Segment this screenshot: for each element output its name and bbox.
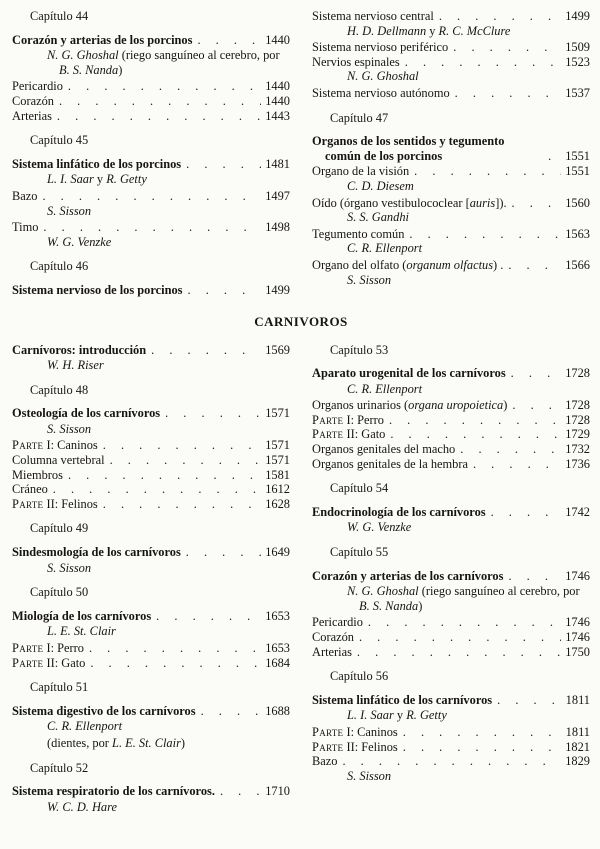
entry-text: Columna vertebral: [12, 453, 105, 468]
entry-text: Nervios espinales: [312, 54, 400, 69]
toc-column-top-left: [12, 9, 290, 299]
entry-text: Parte II: Felinos: [312, 739, 398, 754]
toc-column-bottom-right: [312, 343, 590, 786]
entry-text: S. Sisson: [47, 203, 92, 218]
toc-entry-main: [12, 283, 290, 298]
entry-text: Organo del olfato (organum olfactus) .: [312, 257, 504, 272]
entry-text: Sindesmología de los carnívoros: [12, 545, 181, 560]
entry-text: Capítulo 54: [330, 481, 389, 496]
toc-entry-sub: [312, 457, 590, 472]
page-number: 1653: [265, 608, 290, 623]
page-number: 1688: [265, 703, 290, 718]
leader-dots: [508, 569, 561, 584]
toc-entry-author: [312, 210, 590, 225]
leader-dots: [103, 438, 261, 453]
leader-dots: [359, 630, 561, 645]
page-number: 1710: [265, 784, 290, 799]
page-number: 1729: [565, 427, 590, 442]
toc-column-top-right: [312, 9, 590, 289]
toc-entry-author: [12, 204, 290, 219]
page-number: 1440: [265, 79, 290, 94]
toc-entry-chapter: [12, 521, 290, 536]
entry-text: Sistema digestivo de los carnívoros: [12, 703, 196, 718]
entry-text: Capítulo 44: [30, 9, 89, 23]
leader-dots: [453, 40, 561, 55]
toc-entry-part: [312, 413, 590, 428]
entry-text: Sistema nervioso de los porcinos: [12, 282, 183, 297]
toc-entry-author: [12, 719, 290, 734]
entry-text: Capítulo 52: [30, 760, 89, 775]
page-number: 1612: [265, 482, 290, 497]
page-number: 1821: [565, 739, 590, 754]
leader-dots: [390, 427, 561, 442]
entry-text: C. R. Ellenport: [347, 381, 423, 396]
toc-entry-author: [12, 172, 290, 187]
toc-entry-author: [12, 800, 290, 815]
toc-entry-author: [12, 358, 290, 373]
toc-entry-sub: [312, 55, 590, 70]
toc-entry-sub: [312, 227, 590, 242]
toc-entry-main: [12, 609, 290, 624]
leader-dots: [439, 9, 561, 24]
page-number: 1684: [265, 655, 290, 670]
leader-dots: [110, 453, 262, 468]
entry-text: Capítulo 56: [330, 669, 389, 684]
toc-entry-chapter: [12, 761, 290, 776]
page-number: 1569: [265, 342, 290, 357]
toc-entry-chapter: [12, 585, 290, 600]
leader-dots: [512, 398, 561, 413]
toc-entry-part: [312, 725, 590, 740]
entry-text: Capítulo 48: [30, 382, 89, 397]
toc-entry-chapter: [12, 259, 290, 274]
leader-dots: [220, 784, 261, 799]
toc-entry-chapter: [12, 680, 290, 695]
toc-entry-author: [12, 624, 290, 639]
page-number: 1732: [565, 442, 590, 457]
toc-entry-author: [12, 736, 290, 751]
page-number: 1728: [565, 412, 590, 427]
toc-entry-chapter: [312, 111, 590, 126]
toc-entry-author: [12, 422, 290, 437]
page-number: 1509: [565, 40, 590, 55]
leader-dots: [460, 442, 561, 457]
toc-entry-chapter: [12, 383, 290, 398]
leader-dots: [43, 220, 261, 235]
leader-dots: [403, 725, 562, 740]
toc-entry-chapter: [312, 343, 590, 358]
page-number: 1563: [565, 226, 590, 241]
page-number: 1499: [265, 282, 290, 297]
entry-text: Tegumento común: [312, 226, 405, 241]
toc-entry-main: [12, 406, 290, 421]
toc-entry-sub: [312, 754, 590, 769]
toc-entry-author: [312, 520, 590, 535]
page-number: 1571: [265, 453, 290, 468]
leader-dots: [186, 157, 261, 172]
toc-entry-chapter: [312, 481, 590, 496]
entry-text: Sistema nervioso periférico: [312, 40, 449, 55]
entry-text: S. S. Gandhi: [347, 210, 409, 225]
toc-entry-main: [12, 545, 290, 560]
leader-dots: [197, 33, 261, 48]
page-number: 1746: [565, 568, 590, 583]
toc-entry-main: [312, 134, 590, 163]
leader-dots: [59, 94, 261, 109]
toc-column-bottom-left: [12, 343, 290, 817]
entry-text: Parte I: Perro: [312, 412, 384, 427]
entry-text: Carnívoros: introducción: [12, 342, 147, 357]
entry-text: Corazón: [312, 630, 354, 644]
entry-text: Organos urinarios (organa uropoietica): [312, 398, 508, 413]
entry-text: Parte II: Gato: [12, 655, 86, 670]
toc-entry-sub: [12, 94, 290, 109]
entry-text: Oído (órgano vestibulococlear [auris]).: [312, 195, 507, 210]
page-number: 1551: [565, 148, 590, 163]
leader-dots: [512, 196, 562, 211]
toc-entry-part: [12, 438, 290, 453]
leader-dots: [473, 457, 561, 472]
leader-dots: [368, 615, 561, 630]
entry-text: Parte II: Gato: [312, 427, 386, 442]
entry-text: Organos de los sentidos y tegumento común de los porcinos: [312, 134, 505, 163]
page-number: 1746: [565, 630, 590, 644]
toc-entry-sub: [12, 482, 290, 497]
page-number: 1728: [565, 398, 590, 413]
entry-text: W. H. Riser: [47, 358, 104, 373]
leader-dots: [68, 79, 261, 94]
leader-dots: [409, 227, 561, 242]
toc-entry-author: [312, 273, 590, 288]
leader-dots: [511, 366, 562, 381]
toc-entry-part: [312, 740, 590, 755]
page-number: 1742: [565, 504, 590, 519]
page-number: 1497: [265, 188, 290, 203]
toc-entry-chapter: [312, 669, 590, 684]
entry-text: Corazón y arterias de los carnívoros: [312, 568, 504, 583]
toc-entry-main: [312, 693, 590, 708]
entry-text: Pericardio: [312, 615, 363, 630]
toc-entry-author: [312, 584, 590, 613]
entry-text: N. G. Ghoshal: [347, 69, 419, 84]
leader-dots: [201, 704, 262, 719]
toc-entry-author: [312, 382, 590, 397]
toc-entry-sub: [312, 164, 590, 179]
entry-text: Capítulo 46: [30, 259, 89, 274]
page-number: 1499: [565, 9, 590, 23]
entry-text: L. I. Saar y R. Getty: [47, 172, 147, 187]
page-number: 1537: [565, 85, 590, 100]
toc-entry-sub: [312, 9, 590, 24]
entry-text: Corazón y arterias de los porcinos: [12, 32, 193, 47]
entry-text: Organos genitales de la hembra: [312, 456, 468, 471]
toc-entry-main: [312, 569, 590, 584]
toc-entry-sub: [12, 109, 290, 124]
page-number: 1829: [565, 754, 590, 769]
page-number: 1736: [565, 456, 590, 471]
toc-entry-main: [12, 704, 290, 719]
page-number: 1523: [565, 54, 590, 69]
page-number: 1498: [265, 220, 290, 235]
leader-dots: [389, 413, 561, 428]
toc-entry-author: [312, 708, 590, 723]
toc-entry-author: [312, 24, 590, 39]
toc-bottom-section: [12, 343, 590, 817]
page-number: 1551: [565, 164, 590, 179]
toc-entry-author: [312, 241, 590, 256]
toc-entry-sub: [312, 40, 590, 55]
entry-text: W. G. Venzke: [47, 234, 112, 249]
entry-text: Parte I: Caninos: [312, 724, 398, 739]
page-number: 1571: [265, 406, 290, 421]
entry-text: Parte I: Caninos: [12, 438, 98, 453]
entry-text: N. G. Ghoshal (riego sanguíneo al cerebro, por B. S. Nanda): [47, 48, 280, 77]
toc-entry-sub: [312, 258, 590, 273]
entry-text: Capítulo 47: [330, 110, 389, 125]
toc-entry-sub: [12, 189, 290, 204]
toc-entry-part: [312, 427, 590, 442]
leader-dots: [156, 609, 261, 624]
toc-entry-sub: [312, 615, 590, 630]
entry-text: Miembros: [12, 467, 63, 482]
toc-entry-author: [312, 769, 590, 784]
leader-dots: [405, 55, 561, 70]
entry-text: Timo: [12, 220, 39, 235]
leader-dots: [491, 505, 562, 520]
leader-dots: [42, 189, 261, 204]
leader-dots: [188, 283, 262, 298]
toc-entry-main: [12, 33, 290, 48]
leader-dots: [508, 258, 561, 273]
entry-text: Endocrinología de los carnívoros: [312, 504, 486, 519]
page-number: 1649: [265, 545, 290, 560]
page-number: 1628: [265, 496, 290, 511]
toc-entry-author: [312, 69, 590, 84]
toc-entry-sub: [312, 630, 590, 645]
toc-entry-sub: [12, 468, 290, 483]
toc-entry-main: [12, 157, 290, 172]
leader-dots: [455, 86, 562, 101]
page-number: 1440: [265, 32, 290, 47]
toc-entry-author: [312, 179, 590, 194]
leader-dots: [548, 149, 561, 164]
toc-entry-sub: [312, 645, 590, 660]
entry-text: Cráneo: [12, 482, 48, 497]
entry-text: C. D. Diesem: [347, 178, 414, 193]
leader-dots: [103, 497, 261, 512]
page-number: 1560: [565, 195, 590, 210]
leader-dots: [403, 740, 561, 755]
entry-text: C. R. Ellenport: [347, 241, 423, 256]
entry-text: Sistema nervioso central: [312, 9, 434, 23]
entry-text: (dientes, por L. E. St. Clair): [47, 735, 186, 750]
entry-text: N. G. Ghoshal (riego sanguíneo al cerebro, por B. S. Nanda): [347, 584, 580, 613]
toc-entry-main: [12, 343, 290, 358]
leader-dots: [89, 641, 261, 656]
entry-text: Capítulo 49: [30, 521, 89, 536]
entry-text: S. Sisson: [47, 560, 92, 575]
entry-text: Corazón: [12, 93, 54, 108]
toc-entry-sub: [312, 196, 590, 211]
entry-text: Capítulo 50: [30, 585, 89, 600]
toc-entry-sub: [12, 453, 290, 468]
leader-dots: [186, 545, 261, 560]
entry-text: Pericardio: [12, 79, 63, 94]
entry-text: Bazo: [12, 188, 38, 203]
page-number: 1566: [565, 257, 590, 272]
page-number: 1811: [565, 692, 590, 707]
entry-text: Sistema linfático de los carnívoros: [312, 692, 493, 707]
entry-text: S. Sisson: [347, 768, 392, 783]
section-heading: CARNIVOROS: [254, 313, 348, 329]
entry-text: Arterias: [12, 108, 52, 123]
entry-text: Capítulo 53: [330, 342, 389, 357]
page-number: 1746: [565, 615, 590, 630]
entry-text: Parte II: Felinos: [12, 496, 98, 511]
leader-dots: [414, 164, 561, 179]
page-number: 1481: [265, 156, 290, 171]
entry-text: Osteología de los carnívoros: [12, 406, 161, 421]
toc-entry-main: [312, 366, 590, 381]
entry-text: Sistema respiratorio de los carnívoros.: [12, 784, 215, 799]
leader-dots: [151, 343, 261, 358]
toc-entry-sub: [12, 220, 290, 235]
toc-entry-sub: [12, 79, 290, 94]
entry-text: S. Sisson: [47, 421, 92, 436]
leader-dots: [342, 754, 561, 769]
entry-text: L. E. St. Clair: [47, 624, 116, 639]
toc-entry-author: [12, 561, 290, 576]
entry-text: W. C. D. Hare: [47, 799, 117, 814]
entry-text: W. G. Venzke: [347, 520, 412, 535]
toc-entry-chapter: [312, 545, 590, 560]
leader-dots: [57, 109, 261, 124]
entry-text: Capítulo 45: [30, 133, 89, 148]
leader-dots: [497, 693, 562, 708]
page-number: 1750: [565, 644, 590, 659]
toc-entry-sub: [312, 442, 590, 457]
entry-text: S. Sisson: [347, 272, 392, 287]
page-number: 1443: [265, 108, 290, 123]
entry-text: Organo de la visión: [312, 164, 410, 179]
entry-text: Sistema nervioso autónomo: [312, 85, 450, 100]
toc-entry-main: [312, 505, 590, 520]
entry-text: Organos genitales del macho: [312, 442, 456, 457]
toc-entry-part: [12, 497, 290, 512]
entry-text: Capítulo 51: [30, 680, 89, 695]
toc-entry-sub: [312, 398, 590, 413]
page-number: 1440: [265, 93, 290, 108]
toc-top-section: [12, 9, 590, 299]
toc-entry-author: [12, 48, 290, 77]
leader-dots: [90, 656, 261, 671]
toc-entry-chapter: [12, 133, 290, 148]
entry-text: Capítulo 55: [330, 545, 389, 560]
entry-text: Aparato urogenital de los carnívoros: [312, 366, 506, 381]
page-number: 1811: [565, 724, 590, 739]
entry-text: Parte I: Perro: [12, 641, 84, 655]
entry-text: Sistema linfático de los porcinos: [12, 156, 182, 171]
page-number: 1728: [565, 366, 590, 381]
page-number: 1653: [265, 641, 290, 655]
toc-entry-sub: [312, 86, 590, 101]
entry-text: Arterias: [312, 644, 352, 659]
leader-dots: [357, 645, 561, 660]
toc-entry-part: [12, 641, 290, 656]
toc-entry-part: [12, 656, 290, 671]
entry-text: L. I. Saar y R. Getty: [347, 708, 447, 723]
leader-dots: [68, 468, 261, 483]
page-number: 1571: [265, 438, 290, 453]
toc-entry-main: [12, 784, 290, 799]
entry-text: H. D. Dellmann y R. C. McClure: [347, 23, 511, 38]
entry-text: Bazo: [312, 754, 338, 769]
toc-entry-chapter: [12, 9, 290, 24]
entry-text: Miología de los carnívoros: [12, 608, 152, 623]
leader-dots: [165, 406, 261, 421]
toc-entry-author: [12, 235, 290, 250]
page-number: 1581: [265, 467, 290, 482]
leader-dots: [53, 482, 261, 497]
entry-text: C. R. Ellenport: [47, 719, 123, 734]
